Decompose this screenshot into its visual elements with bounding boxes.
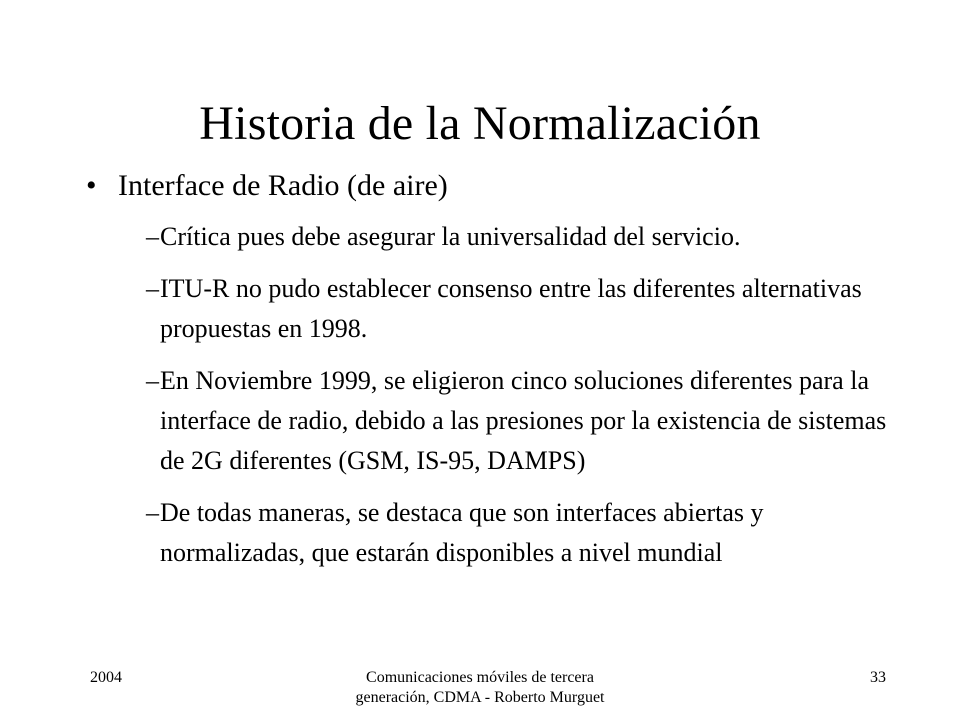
slide-title: Historia de la Normalización (199, 97, 761, 150)
slide-content (86, 165, 906, 585)
footer-page-number: 33 (870, 669, 886, 686)
footer-year: 2004 (90, 669, 122, 686)
dash-marker: – (146, 366, 159, 395)
dash-marker: – (146, 498, 159, 527)
sub-bullet-item (146, 493, 906, 573)
sub-bullet-item (146, 217, 906, 257)
main-bullet-text: Interface de Radio (de aire) (118, 169, 448, 202)
sub-bullet-text: ITU-R no pudo establecer consenso entre las diferentes alternativas propuestas en 1998. (160, 274, 862, 343)
dash-marker: – (146, 222, 159, 251)
sub-bullet-text: Crítica pues debe asegurar la universalidad del servicio. (160, 222, 741, 251)
footer-center-text: Comunicaciones móviles de tercera generación, CDMA - Roberto Murguet (355, 669, 605, 706)
sub-bullet-item (146, 361, 906, 481)
sub-bullet-text: En Noviembre 1999, se eligieron cinco soluciones diferentes para la interface de radio, debido a las presiones por la existencia de sistemas de 2G diferentes (GSM, IS-95, DAMPS) (160, 366, 887, 475)
bullet-marker: • (86, 169, 97, 202)
dash-marker: – (146, 274, 159, 303)
sub-bullet-text: De todas maneras, se destaca que son interfaces abiertas y normalizadas, que estarán disponibles a nivel mundial (160, 498, 764, 567)
sub-bullet-item (146, 269, 906, 349)
main-bullet-item (86, 165, 906, 207)
